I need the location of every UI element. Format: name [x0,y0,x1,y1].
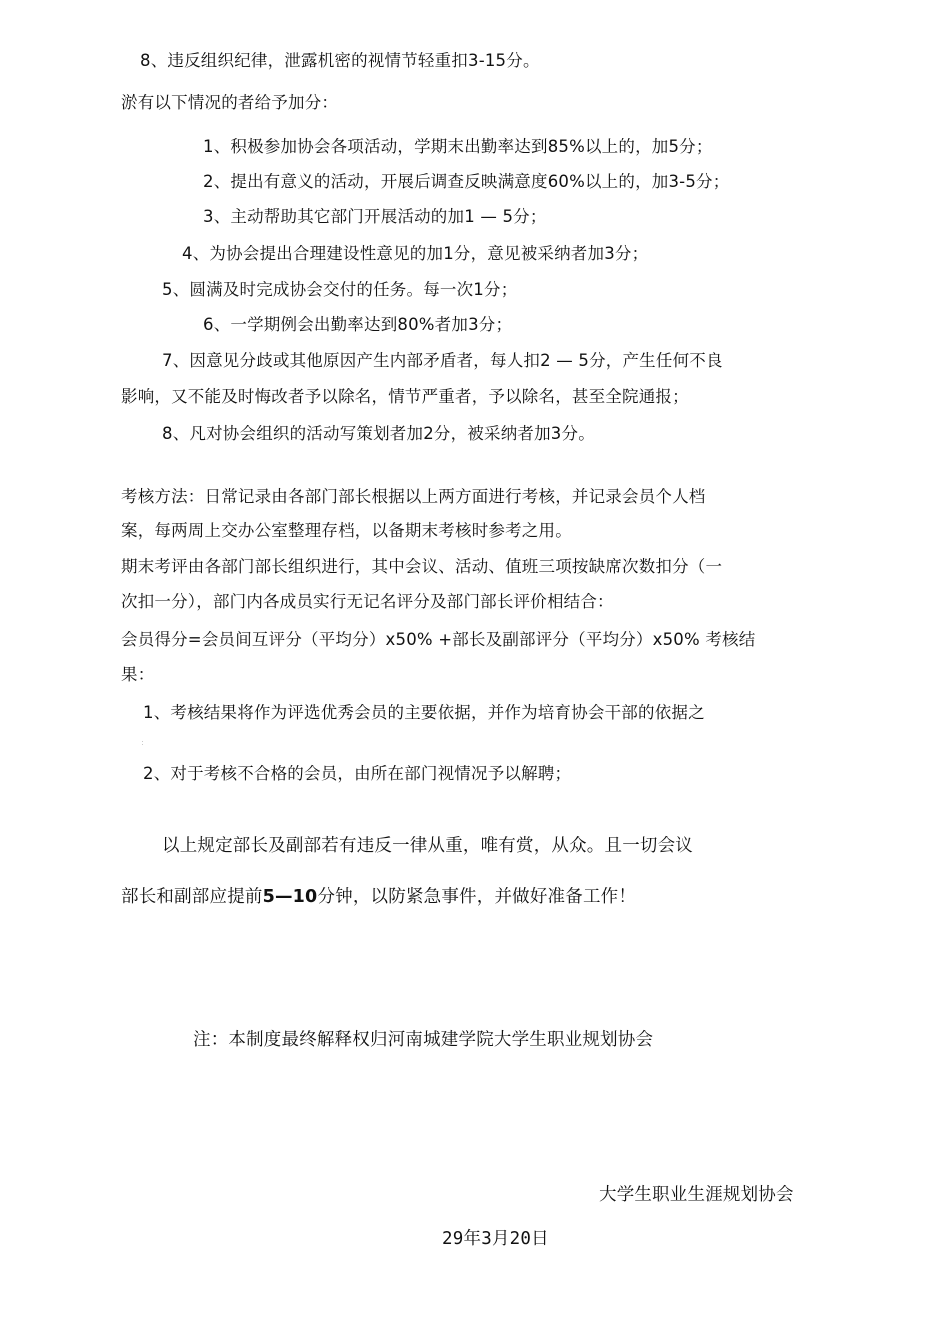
bonus-item-5: 5、圆满及时完成协会交付的任务。每一次1分； [162,280,518,299]
closing-line2 [121,886,636,908]
date-day-num: 20 [509,1229,532,1249]
date-month-num: 3 [481,1229,492,1249]
date-year-char: 年 [463,1229,482,1249]
bonus-item-7-line2: 影响，又不能及时悔改者予以除名，情节严重者，予以除名，甚至全院通报； [121,387,689,406]
result-item-1: 1、考核结果将作为评选优秀会员的主要依据，并作为培育协会干部的依据之 [143,703,705,722]
assessment-method-line2: 案，每两周上交办公室整理存档，以备期末考核时参考之用。 [121,521,572,540]
final-review-line2: 次扣一分），部门内各成员实行无记名评分及部门部长评价相结合： [121,592,614,611]
closing-line2-post: 分钟，以防紧急事件，并做好准备工作！ [317,887,637,907]
date-year-num: 29 [442,1229,464,1249]
bonus-item-8: 8、凡对协会组织的活动写策划者加2分，被采纳者加3分。 [162,424,595,443]
bonus-item-7-line1: 7、因意见分歧或其他原因产生内部矛盾者，每人扣2 — 5分，产生任何不良 [162,351,723,370]
signature-date [442,1228,549,1250]
bonus-item-1: 1、积极参加协会各项活动，学期末出勤率达到85%以上的，加5分； [203,137,713,156]
bonus-item-3: 3、主动帮助其它部门开展活动的加1 — 5分； [203,207,547,226]
assessment-method-line1: 考核方法：日常记录由各部门部长根据以上两方面进行考核，并记录会员个人档 [121,487,706,506]
date-day-char: 日 [531,1229,549,1249]
closing-line2-pre: 部长和副部应提前 [121,887,263,907]
bonus-heading: 淤有以下情况的者给予加分： [121,93,339,112]
signature-org: 大学生职业生涯规划协会 [599,1185,794,1205]
bonus-item-4: 4、为协会提出合理建设性意见的加1分，意见被采纳者加3分； [182,244,649,263]
result-item-1-mark: ： [141,740,148,747]
closing-line2-minutes: 5—10 [262,887,318,907]
date-month-char: 月 [491,1229,510,1249]
bonus-item-2: 2、提出有意义的活动，开展后调查反映满意度60%以上的，加3-5分； [203,172,730,191]
bonus-item-6: 6、一学期例会出勤率达到80%者加3分； [203,315,513,334]
score-formula-line1: 会员得分=会员间互评分（平均分）x50% +部长及副部评分（平均分）x50% 考核结 [121,630,756,649]
score-formula-line2: 果： [121,665,155,684]
closing-line1: 以上规定部长及副部若有违反一律从重，唯有赏，从众。且一切会议 [162,836,693,856]
footnote: 注：本制度最终解释权归河南城建学院大学生职业规划协会 [193,1030,654,1050]
penalty-item-8: 8、违反组织纪律，泄露机密的视情节轻重扣3-15分。 [140,51,540,70]
final-review-line1: 期末考评由各部门部长组织进行，其中会议、活动、值班三项按缺席次数扣分（一 [121,557,723,576]
result-item-2: 2、对于考核不合格的会员，由所在部门视情况予以解聘； [143,764,572,783]
